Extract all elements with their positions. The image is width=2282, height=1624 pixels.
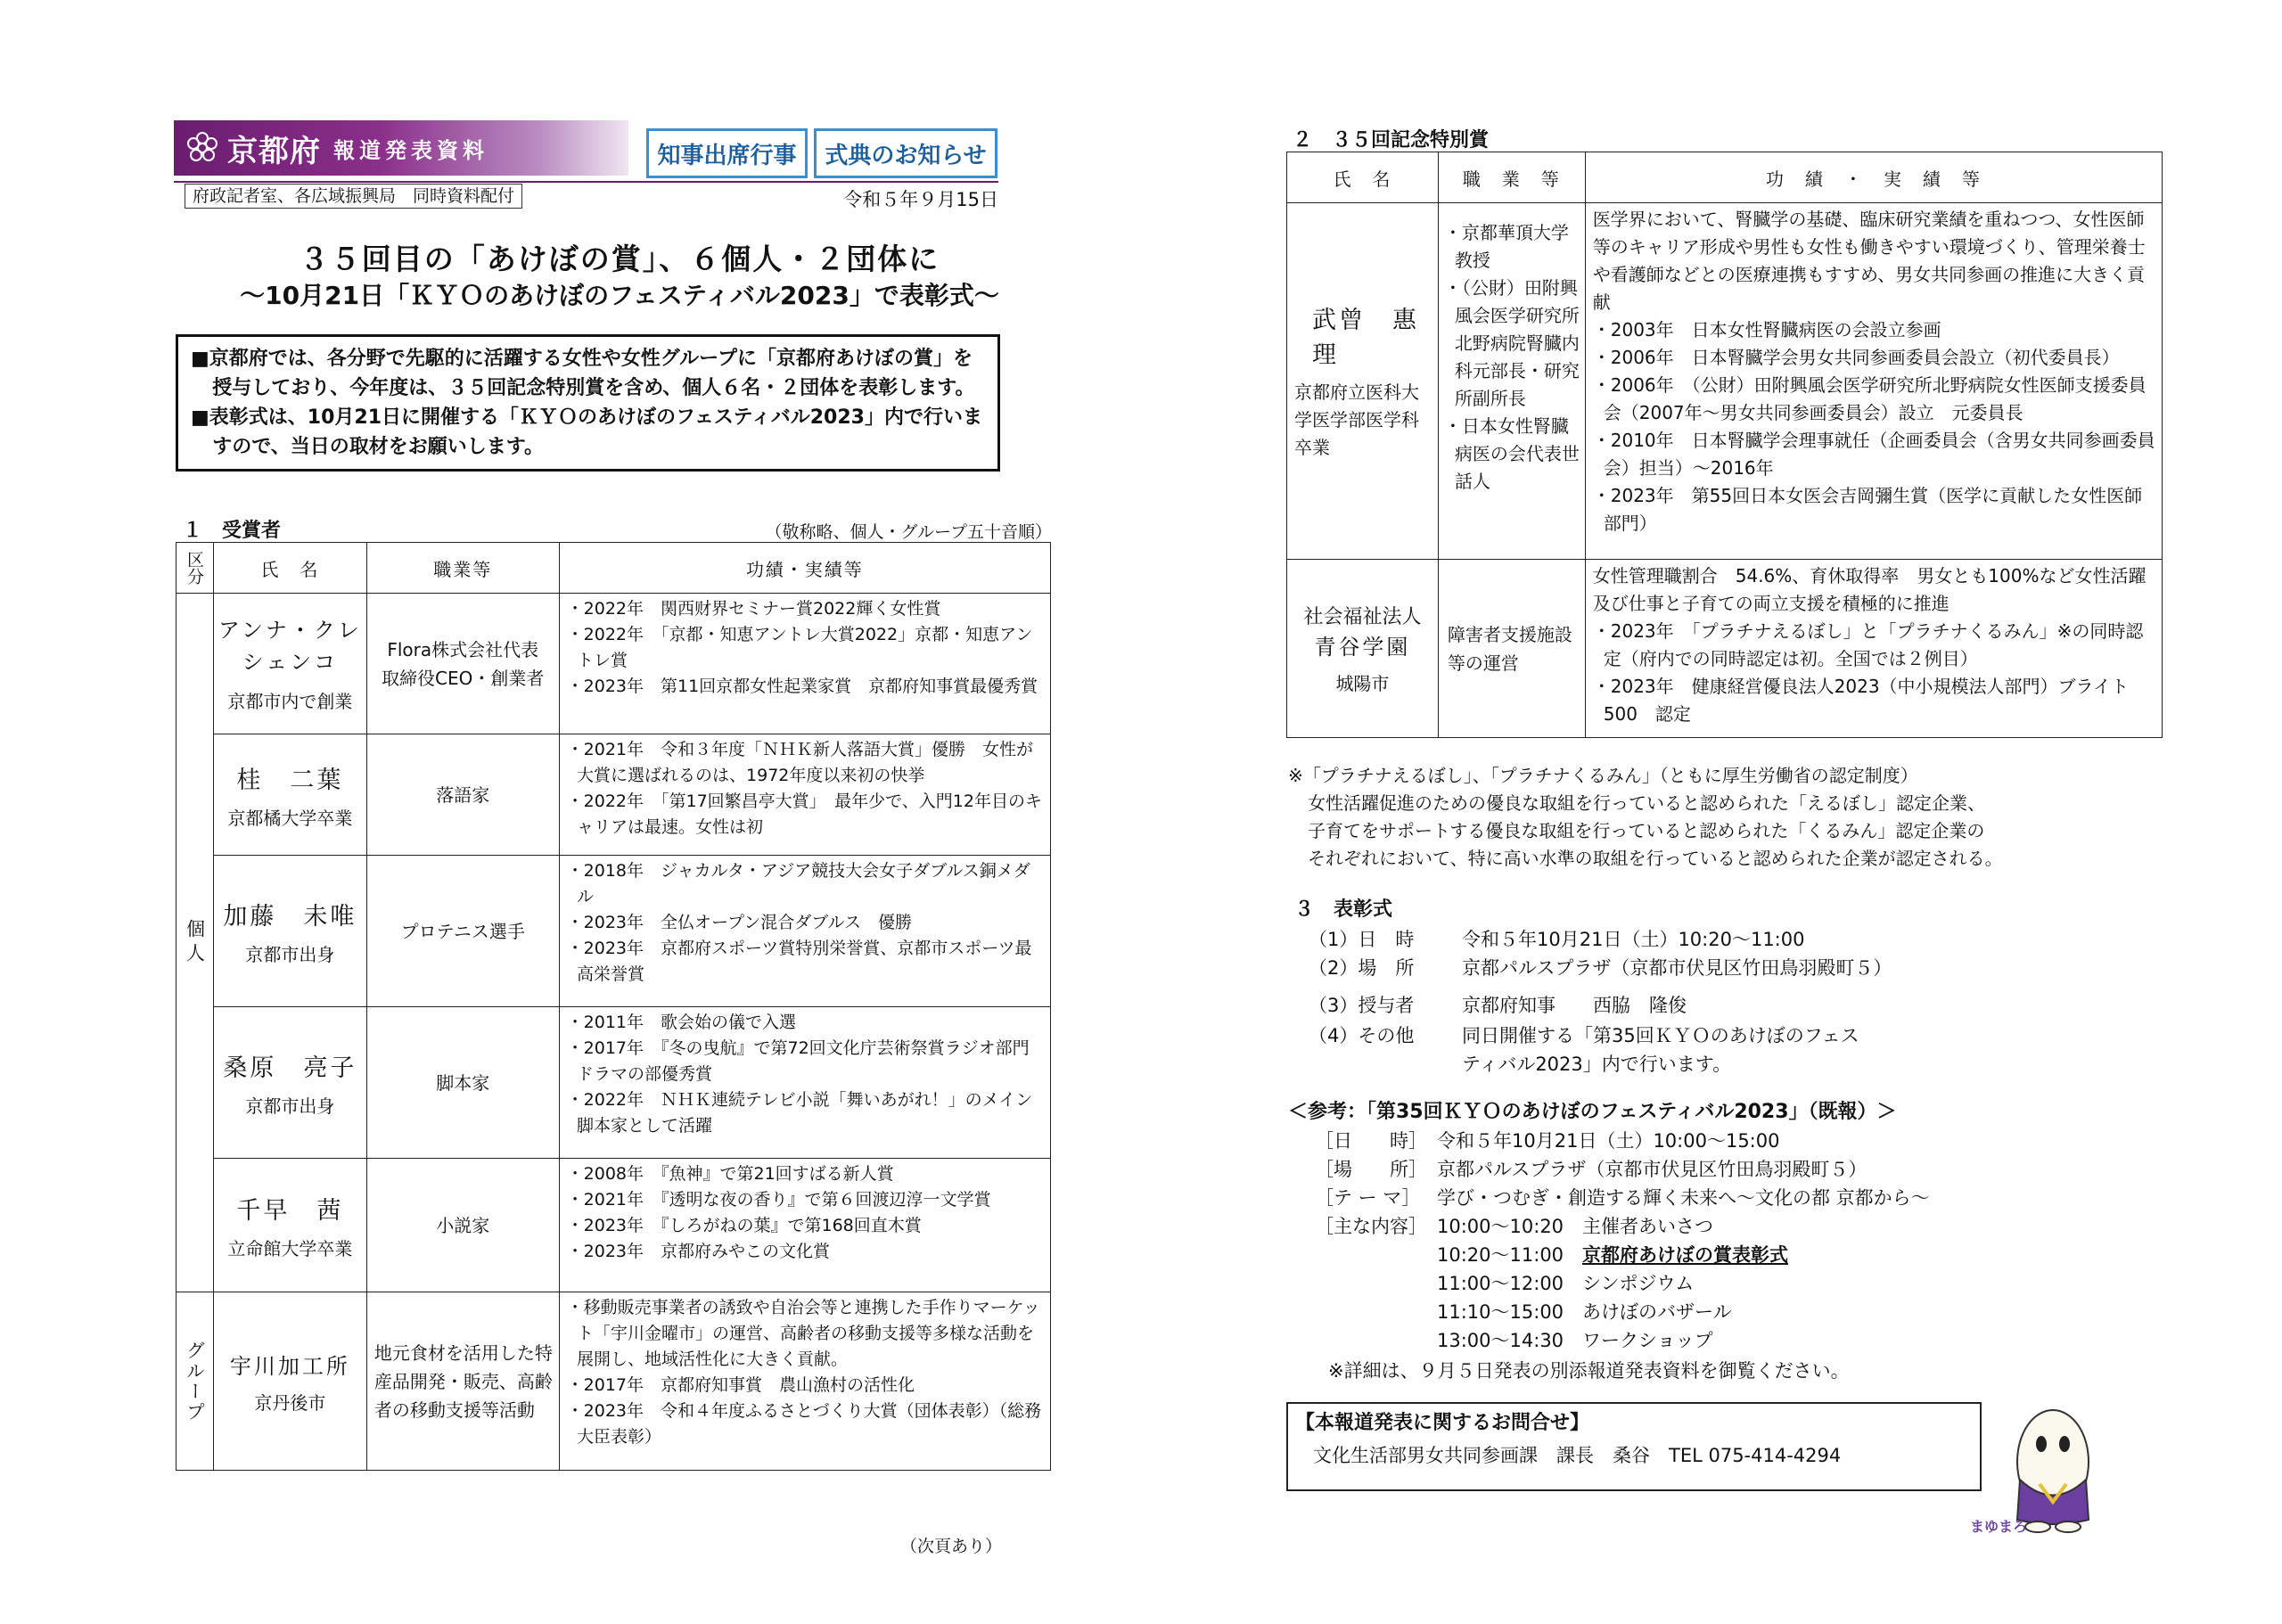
achievement-item: ・2021年 『透明な夜の香り』で第６回渡辺淳一文学賞 [566,1190,991,1210]
occupation-item: ・日本女性腎臓病医の会代表世話人 [1443,415,1580,492]
achievement-item: ・2022年 ＮＨＫ連続テレビ小説「舞いあがれ！」のメイン脚本家として活躍 [566,1090,1033,1136]
achievement-item: ・2006年 （公財）田附興風会医学研究所北野病院女性医師支援委員会（2007年〜男女共同参画委員会）設立 元委員長 [1592,374,2147,423]
section1-note: （敬称略、個人・グループ五十音順） [765,522,1052,542]
awardee-achievements [1585,203,2162,560]
footnote-line: 子育てをサポートする優良な取組を行っていると認められた「くるみん」認定企業の [1308,820,1985,841]
awardee-name-cell [213,1007,366,1159]
mascot-label: まゆまろ [1970,1518,2028,1535]
awardee-achievements [1585,560,2162,738]
table-row [176,1292,1051,1471]
schedule-event: 主催者あいさつ [1582,1216,1713,1237]
col-header: 職 業 等 [1438,152,1585,203]
schedule-event: あけぼのバザール [1582,1301,1732,1323]
awardee-name: 武曾 惠理 [1312,307,1419,369]
achievement-item: ・移動販売事業者の誘致や自治会等と連携した手作りマーケット「宇川金曜市」の運営、高齢者の移動支援等多様な活動を展開し、地域活性化に大きく貢献。 [566,1298,1040,1369]
achievement-item: ・2006年 日本腎臓学会男女共同参画委員会設立（初代委員長） [1592,347,2120,368]
ceremony-label: （1）日 時 [1309,929,1415,950]
reference-label: ［テ ー マ］ [1315,1187,1421,1209]
footnote-line: 女性活躍促進のための優良な取組を行っていると認められた「えるぼし」認定企業、 [1308,792,1985,814]
awardee-affil: 京丹後市 [254,1391,326,1414]
achievement-item: ・2008年 『魚神』で第21回すばる新人賞 [566,1164,894,1184]
table-row [176,1007,1051,1159]
reference-note: ※詳細は、９月５日発表の別添報道発表資料を御覧ください。 [1328,1360,1850,1382]
reference-label: ［日 時］ [1315,1130,1427,1152]
occupation-item: ・（公財）田附興風会医学研究所北野病院腎臓内科元部長・研究所副所長 [1443,277,1580,409]
table-row [1287,560,2163,738]
footnote-line: ※「プラチナえるぼし」、「プラチナくるみん」（ともに厚生労働省の認定制度） [1288,765,1918,786]
achievement-item: ・2023年 全仏オープン混合ダブルス 優勝 [566,913,912,932]
awardee-achievements [559,856,1050,1007]
awardee-achievements [559,1292,1050,1471]
summary-point: ■表彰式は、10月21日に開催する「ＫＹＯのあけぼのフェスティバル2023」内で行いますので、当日の取材をお願いします。 [191,406,982,458]
table-row [1287,203,2163,560]
achievement-item: ・2023年 第55回日本女医会吉岡彌生賞（医学に貢献した女性医師部門） [1592,485,2143,534]
summary-box [176,334,1000,472]
table-row [176,734,1051,856]
ceremony-value: 令和５年10月21日（土）10:20〜11:00 [1462,929,1805,950]
contact-heading: 【本報道発表に関するお問合せ】 [1295,1412,1590,1434]
achievement-item: ・2023年 京都府みやこの文化賞 [566,1242,830,1261]
awardee-name: 桂 二葉 [236,766,344,794]
col-header: 氏 名 [1287,152,1439,203]
awardee-name-cell [213,734,366,856]
table-row [176,594,1051,734]
awardee-affil: 京都橘大学卒業 [227,807,353,829]
achievement-item: ・2023年 『しろがねの葉』で第168回直木賞 [566,1216,922,1235]
achievement-item: ・2023年 健康経営優良法人2023（中小規模法人部門）ブライト500 認定 [1592,676,2129,725]
awardee-name: 加藤 未唯 [223,902,357,931]
awardee-occupation: 障害者支援施設等の運営 [1438,560,1585,738]
footnote-line: それぞれにおいて、特に高い水準の取組を行っていると認められた企業が認定される。 [1308,848,2003,869]
press-release-banner [174,120,628,176]
awardee-name: アンナ・クレシェンコ [218,618,362,675]
awardee-name-prefix: 社会福祉法人 [1303,606,1422,628]
schedule-time: 13:00〜14:30 [1437,1330,1564,1351]
ceremony-label: （2）場 所 [1309,957,1415,979]
release-date: 令和５年９月15日 [843,189,998,210]
awardee-name-cell [213,1292,366,1471]
awardee-name-cell [213,1159,366,1292]
col-header: 功績・実績等 [559,543,1050,594]
ceremony-label: （4）その他 [1309,1025,1415,1046]
occupation-item: ・京都華頂大学教授 [1443,222,1569,271]
schedule-event: 京都府あけぼの賞表彰式 [1582,1244,1788,1266]
doc-type: 報道発表資料 [333,137,488,163]
ceremony-value: 同日開催する「第35回ＫＹＯのあけぼのフェスティバル2023」内で行います。 [1462,1025,1859,1075]
col-header: 功 績 ・ 実 績 等 [1585,152,2162,203]
left-page [174,0,1065,1624]
awardee-name: 桑原 亮子 [223,1054,357,1082]
awardee-name: 青谷学園 [1314,635,1411,660]
awardee-occupation: 地元食材を活用した特産品開発・販売、高齢者の移動支援等活動 [366,1292,559,1471]
achievement-item: ・2010年 日本腎臓学会理事就任（企画委員会（含男女共同参画委員会）担当）〜2016年 [1592,430,2155,479]
achievement-item: ・2023年 令和４年度ふるさとづくり大賞（団体表彰）（総務大臣表彰） [566,1401,1042,1447]
summary-point: ■京都府では、各分野で先駆的に活躍する女性や女性グループに「京都府あけぼの賞」を授与しており、今年度は、３５回記念特別賞を含め、個人６名・２団体を表彰します。 [191,348,975,399]
table-row [176,1159,1051,1292]
awardee-occupation: 落語家 [366,734,559,856]
achievement-item: ・2023年 第11回京都女性起業家賞 京都府知事賞最優秀賞 [566,677,1038,696]
category-group: グループ [176,1292,214,1471]
awardee-affil: 立命館大学卒業 [227,1237,353,1259]
awardee-achievements [559,734,1050,856]
main-title: ３５回目の「あけぼの賞」、６個人・２団体に [299,242,940,276]
kyoto-logo-icon [185,130,220,166]
sub-title: 〜10月21日「ＫＹＯのあけぼのフェスティバル2023」で表彰式〜 [240,281,999,310]
awardee-name-cell [1287,203,1439,560]
special-award-table [1286,152,2163,738]
table-header-row [176,543,1051,594]
awardee-occupation: プロテニス選手 [366,856,559,1007]
awardee-name-cell [1287,560,1439,738]
achievement-item: ・2017年 『冬の曳航』で第72回文化庁芸術祭賞ラジオ部門 ドラマの部優秀賞 [566,1038,1047,1084]
schedule-time: 10:00〜10:20 [1437,1216,1564,1237]
awardee-affil: 城陽市 [1335,673,1390,694]
achievement-item: ・2023年 京都府スポーツ賞特別栄誉賞、京都市スポーツ最高栄誉賞 [566,939,1032,984]
table-header-row [1287,152,2163,203]
header-rule [174,181,998,183]
achievement-item: ・2022年 関西财界セミナー賞2022輝く女性賞 [566,599,941,619]
section3-heading: ３ 表彰式 [1294,898,1393,921]
achievement-item: ・2018年 ジャカルタ・アジア競技大会女子ダブルス銅メダル [566,861,1030,906]
reference-value: 学び・つむぎ・創造する輝く未来へ〜文化の都 京都から〜 [1437,1187,1930,1209]
schedule-time: 10:20〜11:00 [1437,1244,1564,1266]
achievement-item: ・2021年 令和３年度「ＮＨＫ新人落語大賞」優勝 女性が大賞に選ばれるのは、1972年度以来初の快挙 [566,740,1033,785]
achievement-item: ・2022年 「京都・知恵アントレ大賞2022」京都・知恵アントレ賞 [566,625,1033,670]
awardee-occupation: 脚本家 [366,1007,559,1159]
reference-heading: ＜参考：「第35回ＫＹＯのあけぼのフェスティバル2023」（既報）＞ [1288,1101,1897,1123]
col-header: 氏 名 [213,543,366,594]
tag-governor-event: 知事出席行事 [646,128,808,178]
awardee-occupation [1438,203,1585,560]
contact-body: 文化生活部男女共同参画課 課長 桑谷 TEL 075-414-4294 [1313,1445,1842,1466]
ceremony-value: 京都府知事 西脇 隆俊 [1462,995,1687,1016]
reference-label: ［主な内容］ [1315,1216,1427,1237]
awardee-achievements [559,594,1050,734]
category-individual: 個人 [176,594,214,1292]
awardee-occupation: 小説家 [366,1159,559,1292]
distribution-note: 府政記者室、各広域振興局 同時資料配付 [185,184,522,209]
awardee-name-cell [213,856,366,1007]
col-header: 区分 [176,543,214,594]
platinum-footnote [1288,762,2003,873]
awardee-achievements [559,1159,1050,1292]
section1-heading: １ 受賞者 [183,520,282,542]
table-row [176,856,1051,1007]
achievement-item: ・2011年 歌会始の儀で入選 [566,1013,796,1032]
reference-label: ［場 所］ [1315,1159,1427,1180]
awardee-achievements [559,1007,1050,1159]
awardee-affil: 京都市出身 [245,1095,335,1117]
awardee-affil: 京都市内で創業 [227,691,353,712]
tag-ceremony-notice: 式典のお知らせ [814,128,997,178]
reference-value: 京都パルスプラザ（京都市伏見区竹田鳥羽殿町５） [1437,1159,1867,1180]
ceremony-label: （3）授与者 [1309,995,1415,1016]
awardee-name-cell [213,594,366,734]
next-page-note: （次頁あり） [900,1537,1003,1556]
achievement-item: ・2017年 京都府知事賞 農山漁村の活性化 [566,1375,915,1395]
col-header: 職業等 [366,543,559,594]
schedule-time: 11:00〜12:00 [1437,1273,1564,1294]
awardee-name: 宇川加工所 [229,1353,350,1379]
schedule-event: シンポジウム [1582,1273,1695,1294]
achievement-item: ・2023年 「プラチナえるぼし」と「プラチナくるみん」※の同時認定（府内での同時認定は初。全国では２例目） [1592,620,2144,669]
ceremony-value: 京都パルスプラザ（京都市伏見区竹田鳥羽殿町５） [1462,957,1892,979]
contact-box [1286,1402,1982,1491]
schedule-event: ワークショップ [1582,1330,1713,1351]
org-name: 京都府 [227,133,321,169]
awardee-occupation: Flora株式会社代表取締役CEO・創業者 [366,594,559,734]
achievement-item: 女性管理職割合 54.6%、育休取得率 男女とも100%など女性活躍及び仕事と子育ての両立支援を積極的に推進 [1592,565,2147,614]
awardees-table [176,542,1051,1471]
awardee-affil: 京都市出身 [245,943,335,965]
achievement-item: ・2022年 「第17回繁昌亭大賞」 最年少で、入門12年目のキャリアは最速。女性は初 [566,791,1042,837]
achievement-item: 医学界において、腎臓学の基礎、臨床研究業績を重ねつつ、女性医師等のキャリア形成や男性も女性も働きやすい環境づくり、管理栄養士や看護師などとの医療連携もすすめ、男女共同参画の推進に大きく貢献 [1592,209,2146,313]
reference-value: 令和５年10月21日（土）10:00〜15:00 [1437,1130,1780,1152]
awardee-affil: 京都府立医科大学医学部医学科卒業 [1294,381,1419,458]
awardee-name: 千早 茜 [236,1196,344,1225]
schedule-time: 11:10〜15:00 [1437,1301,1564,1323]
section2-heading: ２ ３５回記念特別賞 [1293,129,1490,152]
right-page [1284,0,2175,1624]
achievement-item: ・2003年 日本女性腎臓病医の会設立参画 [1592,319,1941,340]
